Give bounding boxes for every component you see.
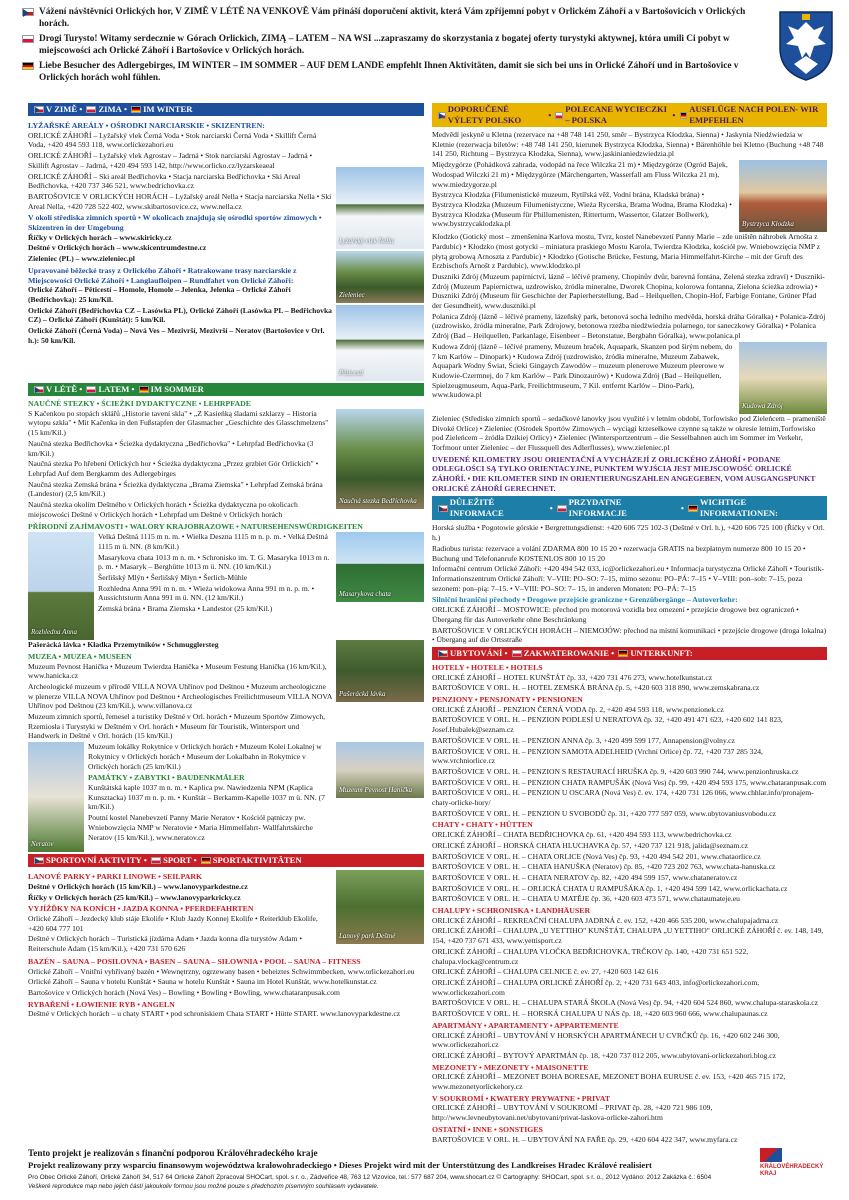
pool-heading: BAZÉN – SAUNA – POSILOVNA • BASEN – SAUNA – SIŁOWNIA • POOL – SAUNA – FITNESS (28, 956, 361, 966)
german-flag-icon (139, 386, 149, 393)
chalet-item: ORLICKÉ ZÁHOŘÍ – CHALUPA ORLICKÉ ZÁHOŘÍ čp. 2, +420 731 643 403, info@orlickezahori.com, www.orlickezahori.com (432, 978, 760, 997)
museum-item: Muzeum lokálky Rokytnice v Orlických horách • Muzeum Kolei Lokalnej w Rokytnicy v Orlických horách • Museum der Lokalbahn in Rokytnice v Orlických horách (25 km/Kil.) (88, 742, 322, 771)
pension-item: BARTOŠOVICE V ORL. H. – PENZION S RESTAURACÍ HRUŠKA čp. 9, +420 603 990 744, www.penzionhruska.cz (432, 766, 799, 776)
apartment-item: ORLICKÉ ZÁHOŘÍ – BYTOVÝ APARTMÁN čp. 18, +420 737 012 205, www.ubytovani-orlickezahori.blog.cz (432, 1050, 776, 1060)
mezonet-heading: MEZONETY • MEZONETY • MAISONETTE (432, 1062, 589, 1072)
pension-item: BARTOŠOVICE V ORL. H. – PENZION U SVOBODŮ čp. 31, +420 777 597 059, www.ubytovaniusvobodu.cz (432, 808, 776, 818)
trip-item: Zieleniec (Středisko zimních sportů – sedačkové lanovky jsou využité i v letním období, Torfowisko pod Zieleńcem – prameniště Divoké Orlice) • Zieleniec (Ośrodek Sportów Zimowych – wyciągi krzesełkowe czynne są także w okresie letnim,Torfowisko pod Zieleńcem – źródła Dzikiej Orlicy) • Zieleniec (Wintersportzentrum – die Sesselbahnen auch im Sommer im Verkehr, Torfmoor unter Zieleniec – der Flussquell des Adlerflusses), www.zieleniec.pl (432, 413, 826, 452)
track-item: Orlické Záhoří (Bedřichovka CZ – Lasówka PL), Orlické Záhoří (Lasówka PL – Bedřichovka CZ) – Orlické Záhoří (Kunštát): 5 km/Kil. (28, 305, 332, 325)
chalet-item: BARTOŠOVICE V ORL. H. – HORSKÁ CHALUPA U NÁS čp. 18, +420 603 960 666, www.chalupaunas.cz (432, 1009, 768, 1019)
trail-item: S Kačenkou po stopách sklářů „Historie tavení skla" • „Z Kasieńką śladami szklarzy – Historia wytopu szkła" • Mit Kačenka in den Fußstapfen der Glasmacher „Geschichte des Glasschmelzens" (15 km/Kil.) (28, 408, 329, 438)
czech-flag-icon (438, 505, 448, 512)
track-item: Orlické Záhoří (Černá Voda) – Nová Ves – Mezivrší, Mezivrší – Neratov (Bartošovice v Orl. h.): 50 km/Kil. (28, 326, 325, 345)
pension-item: ORLICKÉ ZÁHOŘÍ – PENZION ČERNÁ VODA čp. 2, +420 494 593 118, www.penzionek.cz (432, 704, 724, 714)
mezonet-item: ORLICKÉ ZÁHOŘÍ – MEZONET BOHA BORESAE, MEZONET BOHA EURUSE č. ev. 153, +420 465 715 172, www.mezonetyorlickehory.cz (432, 1072, 786, 1092)
nature-item: Pašerácká lávka • Kładka Przemytników • Schmugglersteg (28, 640, 219, 650)
nature-item: Zemská brána • Brama Ziemska • Landestor (25 km/Kil.) (98, 604, 273, 614)
german-flag-icon (680, 112, 688, 119)
chalet-item: ORLICKÉ ZÁHOŘÍ – CHALUPA „U YETTIHO" KUNŠTÁT, CHALUPA „U YETTIHO" ORLICKÉ ZÁHOŘÍ č. ev. 148, 149, 154, +420 737 671 433, www.yettisport.cz (432, 926, 824, 946)
czech-flag-icon (438, 650, 448, 657)
apartments-heading: APARTMÁNY • APARTAMENTY • APPARTEMENTE (432, 1020, 619, 1030)
cottage-item: ORLICKÉ ZÁHOŘÍ – CHATA BEDŘICHOVKA čp. 61, +420 494 593 113, www.bedrichovka.cz (432, 830, 732, 840)
crossing-item: BARTOŠOVICE V ORLICKÝCH HORÁCH – NIEMOJÓW: přechod na místní komunikaci • przejście drogowe (droga lokalna) • Übergang auf die Ortsstraße (432, 625, 827, 645)
photo-peticesti: Pěticestí (336, 305, 424, 381)
left-column (28, 101, 424, 1020)
intro-pl: Drogi Turysto! Witamy serdecznie w Górach Orlickich, ZIMĄ – LATEM – NA WSI ...zapraszamy do skorzystania z bogatej oferty turystyki aktywnej, która umili Ci pobyt w miejscowości ach Orlické Záhoří i Bartošovice v Orlických horách. (22, 33, 752, 57)
ski-center-item: Říčky v Orlických horách – www.skiricky.cz (28, 232, 172, 242)
info-item: Informační centrum Orlické Záhoří: +420 494 542 033, ic@orlickezahori.eu • Informacja turystyczna Orlické Záhoří • Touristik-Informationszentrum Orlické Záhoří: V–VIII: PO–SO: 7–15, mimo sezonu: PO–PÁ: 7–15 • V–VIII: pon–sob: 7–15, poza sezonem: pon–pią: 7–15. • V–VIII: PO–SO: 7– 15, in anderen Monaten: PO–PÁ: 7–15 (432, 564, 824, 593)
footer (0, 1148, 849, 1200)
ski-centers-heading: V okolí střediska zimních sportů • W okolicach znajdują się ośrodki sportów zimowych • Skizentren in der Umgebung (28, 213, 322, 233)
intro-de: Liebe Besucher des Adlergebirges, IM WINTER – IM SOMMER – AUF DEM LANDE empfehlt Ihnen Aktivitäten, damit sie sich bei uns in Orlické Záhoří und in Bartošovice v Orlických horách wohl fühlen. (22, 60, 752, 84)
trip-item: Duszniki Zdrój (Muzeum papírnictví, lázně – léčivé prameny, Chopinův dvůr, barevná fontána, Zelená stezka zdraví) • Duszniki-Zdrój (Muzeum Papiernictwa, uzdrowisko, źródła mineralne, Dworek Chopina, kolorowa fontanna, Zielona ścieżka zdrowia) • Duszniki Zdrój (Museum für Geschichte der Papierherstellung, Bad – Heilquellen, Chopin-Hof, Farbige Fontane, Grüner Pfad der Gesundheit), www.duszniki.pl (432, 271, 825, 311)
german-flag-icon (688, 505, 698, 512)
ski-item: BARTOŠOVICE V ORLICKÝCH HORÁCH – Lyžařský areál Nella • Stacja narciarska Nella • Ski Areal Nella, +420 728 522 402, www.skibartosovice.cz, www.nella.cz (28, 191, 332, 211)
trails-heading: NAUČNÉ STEZKY • ŚCIEŻKI DYDAKTYCZNE • LEHRPFADE (28, 399, 251, 408)
ski-item: ORLICKÉ ZÁHOŘÍ – Lyžařský vlek Agrostav – Jadrná • Stok narciarski Agrostav – Jadrná • Skillift Agrostav – Jadrná, +420 494 593 142, http://www.orlicko.cz/lyzarskeaeal (28, 151, 313, 170)
track-item: Orlické Záhoří – Pěticestí – Homole, Homole – Jelenka, Jelenka – Orlické Záhoří (Bedřichovka): 25 km/Kil. (28, 285, 291, 304)
summer-header: V LÉTĚ • LATEM • IM SOMMER (28, 383, 424, 396)
right-column (432, 101, 827, 1145)
czech-flag-icon (34, 857, 44, 864)
polish-flag-icon (22, 35, 34, 43)
border-crossing-heading: Silniční hraniční přechody • Drogowe przejście graniczne • Grenzübergänge – Autoverkehr: (432, 595, 738, 605)
region-logo: KRÁLOVÉHRADECKÝ KRAJ (760, 1148, 830, 1188)
info-item: Horská služba • Pogotowie górskie • Bergrettungsdienst: +420 606 725 102-3 (Deštné v Orl. h.), +420 606 725 100 (Říčky v Orl. h.) (432, 523, 825, 543)
horse-item: Orlické Záhoří – Jezdecký klub stáje Ekolife • Klub Jazdy Konnej Ekolife • Reiterklub Ekolife, +420 604 777 101 (28, 913, 318, 933)
pension-item: BARTOŠOVICE V ORL. H. – PENZION ANNA čp. 3, +420 499 599 177, Annapension@volny.cz (432, 735, 735, 745)
photo-lanovy-park: Lanový park Deštné (336, 870, 424, 944)
intro (22, 6, 752, 87)
cottage-item: BARTOŠOVICE V ORL. H. – CHATA HANUŠKA (Neratov) čp. 85, +420 723 202 763, www.chata-hanuska.cz (432, 862, 776, 872)
sight-item: Poutní kostel Nanebevzetí Panny Marie Neratov • Kościół pątniczy pw. Wniebowzięcia NMP w Neratovie • Maria Himmelfahrt- Wallfahrtskirche Neratov (15 km/Kil.), www.neratov.cz (88, 813, 313, 842)
cottage-item: BARTOŠOVICE V ORL. H. – CHATA U MATĚJE čp. 36, +420 603 473 571, www.chataumateje.eu (432, 894, 740, 904)
trip-item: Międzygórze (Pohádková zahrada, vodopád na řece Wilczka 21 m) • Międzygórze (Ogród Bajek, Wodospad Wilczki 21 m) • Międzygórze (Märchengarten, Wasserfall am Fluss Wilczka 21 m), www.miedzygorze.pl (432, 160, 728, 189)
trip-item: Kudowa Zdrój (lázně – léčivé prameny, Muzeum hraček, Aquapark, Skanzen pod širým nebem, do 7 km Karlów – Dinopark) • Kudowa Zdrój (uzdrowisko, źródła mineralne, Muzeum Zabawek, Aquapark Wodny Świat, Ścieki Gingaych Zawodów – muzeum plenerowe Muzeum pleerowe w Kudowie-Czermnej, do 7 km Karlów – Park Dinozaurów) • Kudowa Zdrój (Bad – Heilquellen, Spielzeugmuseum, Aqua-Park, Freilichtmuseum, 7 Kil. entfernt Karlów – Dino-Park), www.kudowa.pl (432, 341, 733, 400)
horse-riding-heading: VYJÍŽĎKY NA KONÍCH • JAZDA KONNA • PFERDEFAHRTEN (28, 904, 254, 914)
apartment-item: ORLICKÉ ZÁHOŘÍ – UBYTOVÁNÍ V HORSKÝCH APARTMÁNECH U CVRČKŮ čp. 16, +420 602 246 300, www.orlickezahori.cz (432, 1030, 780, 1050)
ski-center-item: Zieleniec (PL) – www.zieleniec.pl (28, 254, 135, 264)
trail-item: Naučná stezka okolím Deštného v Orlických horách • Ścieżka dydaktyczna po okolicach miejscowości Deštné v Orlických horách • Lehrpfad um Deštné v Orlických horách (28, 500, 298, 519)
trail-item: Naučná stezka Bedřichovka • Ścieżka dydaktyczna „Bedřichovka" • Lehrpfad Bedřichovka (3 km/Kil.) (28, 438, 314, 458)
photo-pevnost-hanicka: Muzeum Pevnost Hanička (336, 742, 424, 798)
photo-neratov: Neratov (28, 742, 84, 852)
rope-item: Deštné v Orlických horách (15 km/Kil.) – www.lanovyparkdestne.cz (28, 881, 248, 891)
trail-item: Naučná stezka Po hřebeni Orlických hor • Ścieżka dydaktyczna „Przez grzbiet Gór Orlickich" • Lehrpfad Auf dem Bergkamm des Adlergebirges (28, 459, 319, 478)
sight-item: Kunštátská kaple 1037 m n. m. • Kaplica pw. Nawiedzenia NPM (Kaplica Kunsztacka) 1037 m n. p. m. • Kunštát – Berkamm-Kapelle 1037 m ü. NN. (7 km/Kil.) (88, 782, 325, 812)
german-flag-icon (201, 857, 211, 864)
sights-heading: PAMÁTKY • ZABYTKI • BAUDENKMÄLER (88, 773, 245, 783)
trip-item: Medvědí jeskyně u Kletna (rezervace na +48 748 141 250, směr – Bystrzyca Kłodzka, Sienna) • Jaskynia Niedźwiedzia w Kletnie (rezerwacja biletów: +48 748 141 250, kierunek Bystrzyca Kłodzka, Sienna) • Bärenhöhle bei Kletno (Buchung +48 748 141 250, Richtung – Bystrzyca Kłodzka, Sienna), www.jaskinianiedzwiedzia.pl (432, 130, 824, 159)
cottage-item: BARTOŠOVICE V ORL. H. – CHATA ORLICE (Nová Ves) čp. 93, +420 494 542 201, www.chataorlice.cz (432, 851, 761, 861)
pool-item: Orlické Záhoří – Sauna v hotelu Kunštát • Sauna w hotelu Kunštát • Sauna im Hotel Kunštát, www.hotelkunstat.cz (28, 977, 377, 987)
polish-flag-icon (86, 386, 96, 393)
museum-item: Muzeum zimních sportů, řemesel a turistiky Deštné v Orl. horách • Muzeum Sportów Zimowych, Rzemiosła i Turystyki w Deštném v Orl. horách • Museum für Touristik, Wintersport und Handwerk in Deštné v Orl. horách (15 km/Kil.) (28, 712, 326, 741)
chalet-item: BARTOŠOVICE V ORL. H. – CHALUPA STARÁ ŠKOLA (Nová Ves) čp. 94, +420 604 524 860, www.chalupa-staraskola.cz (432, 998, 818, 1008)
rope-item: Říčky v Orlických horách (25 km/Kil.) – www.lanovyparkricky.cz (28, 892, 241, 902)
pool-item: Orlické Záhoří – Vnitřní vyhřívaný bazén • Wewnętrzny, ogrzewany basen • beheiztes Schwimmbecken, www.orlickezahori.eu (28, 966, 415, 976)
trips-header: DOPORUČENÉ VÝLETY POLSKO • POLECANE WYCIECZKI – POLSKA • AUSFLÜGE NACH POLEN- WIR EMPFEHLEN (432, 103, 827, 127)
german-flag-icon (618, 650, 628, 657)
rope-park-heading: LANOVÉ PARKY • PARKI LINOWE • SEILPARK (28, 872, 203, 882)
info-header: DŮLEŽITÉ INFORMACE • PRZYDATNE INFORMACJE • WICHTIGE INFORMATIONEN: (432, 496, 827, 520)
ski-item: ORLICKÉ ZÁHOŘÍ – Lyžařský vlek Černá Voda • Stok narciarski Černá Voda • Skillift Černá Voda, +420 494 593 118, www.orlickezahori.eu (28, 130, 317, 150)
pension-item: BARTOŠOVICE V ORL. H. – PENZION SAMOTA ADELHEID (Vrchní Orlice) čp. 72, +420 737 285 324, www.vrchniorlice.cz (432, 746, 763, 766)
cottage-item: BARTOŠOVICE V ORL. H. – ORLICKÁ CHATA U RAMPUŠÁKA čp. 1, +420 494 599 142, www.orlickachata.cz (432, 883, 788, 893)
footer-line-2: Projekt realizowany przy wsparciu finansowym województwa kralowohradeckiego • Dieses Projekt wird mit der Unterstützung des Landkreises Hradec Králové realisiert (28, 1160, 652, 1170)
trip-item: Kłodzko (Gotický most – zmenšenina Karlova mostu, Tvrz, kostel Nanebevzetí Panny Marie – zde uništěn náhrobek Arnošta z Pardubic) • Kłodzko (most gotycki – miniatura praskiego Mostu Karola, Twierdza Kłodzka, kościół pw. Wniebowzięcia NMP z płytą grobową Arnoszta z Pardubic) • Kłodzko (Gotische Brücke, Festung, Maria Himmelfahrt-Kirche – mit der Gruft des Erzbischofs Arnošt z Pardubic), www.klodzko.pl (432, 232, 821, 271)
museums-heading: MUZEA • MUZEA • MUSEEN (28, 651, 132, 661)
photo-bedrichovka-trail: Naučná stezka Bedřichovka (336, 409, 424, 509)
trip-item: Polanica Zdrój (lázně – léčivé prameny, lázeňský park, betonová socha ledního medvěda, horská dráha Górałka) • Polanica-Zdrój (uzdrowisko, źródła mineralne, Park Zdrojowy, betonowa rzeźba niedźwiedzia polarnego, tor saneczkowy Góralka) • Polanica Zdrój (Bad – Heilquellen, Parkanlage, Eisenbeer – Betonstatue, Bergbahn Góralka), www.polanica.pl (432, 311, 826, 341)
nature-item: Masarykova chata 1013 m n. m. • Schronisko im. T. G. Masaryka 1013 m n. p. m. • Masaryk – Berghütte 1013 m ü. NN. (10 km/Kil.) (98, 552, 330, 572)
winter-block (28, 119, 424, 381)
hotel-item: BARTOŠOVICE V ORL. H. – HOTEL ZEMSKÁ BRÁNA čp. 5, +420 603 318 890, www.zemskabrana.cz (432, 683, 760, 693)
other-item: BARTOŠOVICE V ORL. H. – UBYTOVÁNÍ NA FAŘE čp. 29, +420 604 422 347, www.myfara.cz (432, 1134, 738, 1144)
german-flag-icon (22, 62, 34, 70)
sport-header: SPORTOVNÍ AKTIVITY • SPORT • SPORTAKTIVITÄTEN (28, 854, 424, 867)
ski-center-item: Deštné v Orlických horách – www.skicentrumdestne.cz (28, 243, 207, 253)
trip-item: Bystrzyca Kłodzka (Filumenistické muzeum, Rytířská věž, Vodní brána, Kladská brána) • Bystrzyca Kłodzka (Muzeum Filumenistyczne, Wieża Rycerska, Brama Wodna, Brama Kłodzka) • Bystrzyca Kłodzka (Museum für Phillumenisten, Ritterturm, Wassertor, Glatzer Bollwerk), www.bystrzycaklodzka.pl (432, 190, 732, 229)
pension-item: BARTOŠOVICE V ORL. H. – PENZION U OSCARA (Nová Ves) č. ev. 174, +420 731 126 066, www.chhlar.info/pronajem-chaty-orlicke-hory/ (432, 788, 814, 808)
trail-item: Naučná stezka Zemská brána • Ścieżka dydaktyczna „Brama Ziemska" • Lehrpfad Zemská brána (Landestor) (2,5 km/Kil.) (28, 479, 323, 499)
horse-item: Deštné v Orlických horách – Turistická jízdárna Adam • Jazda konna dla turystów Adam • Reiterschule Adam (15 km/Kil.), +420 731 570 626 (28, 934, 302, 954)
chalet-item: ORLICKÉ ZÁHOŘÍ – CHALUPA CELNICE č. ev. 27, +420 603 142 616 (432, 967, 659, 977)
czech-flag-icon (438, 112, 446, 119)
chalet-item: ORLICKÉ ZÁHOŘÍ – CHALUPA VLOČKA BEDŘICHOVKA, TRČKOV čp. 140, +420 731 651 522, chalupa.vlocka@centrum.cz (432, 946, 749, 966)
footer-line-4: Veškeré reprodukce map nebo jejich částí jakoukoliv formou jsou možné pouze s předchozím písemným souhlasem vydavatele. (28, 1183, 379, 1190)
cottage-item: ORLICKÉ ZÁHOŘÍ – HORSKÁ CHATA HLUCHAVKA čp. 57, +420 737 121 918, jalida@seznam.cz (432, 840, 748, 850)
czech-flag-icon (34, 386, 44, 393)
polish-flag-icon (557, 505, 567, 512)
winter-header: V ZIMĚ • ZIMA • IM WINTER (28, 103, 424, 116)
photo-nella: Lyžařský vlek Nella (336, 167, 424, 249)
photo-rozhledna-anna: Rozhledna Anna (28, 532, 94, 640)
polish-flag-icon (86, 106, 96, 113)
photo-masarykova-chata: Masarykova chata (336, 532, 424, 602)
private-heading: V SOUKROMÍ • KWATERY PRYWATNE • PRIVAT (432, 1093, 611, 1103)
pensions-heading: PENZIONY • PENSJONATY • PENSIONEN (432, 695, 583, 705)
other-heading: OSTATNÍ • INNE • SONSTIGES (432, 1124, 543, 1134)
region-logo-icon (760, 1148, 782, 1162)
ski-item: ORLICKÉ ZÁHOŘÍ – Ski areál Bedřichovka • Stacja narciarska Bedřichovka • Ski Areal Bedřichovka, +420 737 346 521, www.bedrichovka.cz (28, 171, 301, 191)
cottages-heading: CHATY • CHATY • HÜTTEN (432, 820, 533, 830)
czech-flag-icon (34, 106, 44, 113)
distance-note: UVEDENÉ KILOMETRY JSOU ORIENTAČNÍ A VYCHÁZEJÍ Z ORLICKÉHO ZÁHOŘÍ • PODANE ODLEGŁOŚCI SĄ TYLKO ORIENTACYJNE, PUNKTEM WYJŚCIA JEST MIEJSCOWOŚĆ ORLICKÉ ZÁHOŘÍ. • DIE KILOMETER SIND IN ORIENTIERUNGSZAHLEN ANGEGEBEN, VOM AUSGANGSPUNKT ORLICKÉ ZÁHOŘÍ GERECHNET. (432, 454, 816, 493)
chalet-item: ORLICKÉ ZÁHOŘÍ – REKREAČNÍ CHALUPA JADRNÁ č. ev. 152, +420 466 535 200, www.chalupajadrna.cz (432, 915, 779, 925)
chalets-heading: CHALUPY • SCHRONISKA • LANDHÄUSER (432, 906, 591, 916)
german-flag-icon (131, 106, 141, 113)
pension-item: BARTOŠOVICE V ORL. H. – PENZION PODLESÍ U NERATOVA čp. 32, +420 491 471 623, +420 602 141 823, Josef.Hubalek@seznam.cz (432, 715, 783, 735)
photo-zieleniec: Zieleniec (336, 251, 424, 303)
photo-kudowa: Kudowa Zdrój (739, 342, 827, 414)
footer-line-1: Tento projekt je realizován s finanční podporou Královéhradeckého kraje (28, 1148, 318, 1158)
photo-paseracka-lavka: Pašerácká lávka (336, 640, 424, 702)
nature-item: Šerlišský Mlýn • Šerlišský Młyn • Šerlich-Mühle (98, 572, 248, 582)
footer-line-3: Pro Obec Orlické Záhoří, Orlické Záhoří 34, 517 64 Orlické Záhoří Zpracoval SHOCart, spol. s r. o., Zádveřice 48, 763 12 Vizovice, tel.: 577 687 204, www.shocart.cz © Cartography: SHOCart, spol. s r. o., 2012 Vydáno: 2012 Zakázka č.: 6504 (28, 1174, 712, 1181)
fishing-heading: RYBAŘENÍ • ŁOWIENIE RYB • ANGELN (28, 999, 175, 1009)
intro-cz: Vážení návštěvníci Orlických hor, V ZIMĚ V LÉTĚ NA VENKOVĚ Vám přináší doporučení aktivit, která Vám zpříjemní pobyt v Orlickém Záhoří a v Bartošovicích v Orlických horách. (22, 6, 752, 30)
info-item: Radiobus turista: rezervace a volání ZDARMA 800 10 15 20 • rezerwacja GRATIS na bezpłatnym numerze 800 10 15 20 • Buchung und Telefonanrufe KOSTENLOS 800 10 15 20 (432, 543, 806, 563)
museum-item: Muzeum Pevnost Hanička • Muzeum Twierdza Hanička • Museum Festung Hanička (16 km/Kil.), www.hanicka.cz (28, 661, 327, 681)
museum-item: Archeologické muzeum v přírodě VILLA NOVA Uhřínov pod Deštnou • Muzeum archeologiczne w plenerze VILLA NOVA Uhřínov pod Deštnou • Archeologisches Freilichtmuseum VILLA NOVA Uhřínov pod Deštnou (23 km/Kil.), www.villanova.cz (28, 681, 332, 711)
polish-flag-icon (151, 857, 161, 864)
ski-areas-heading: LYŽAŘSKÉ AREÁLY • OŚRODKI NARCIARSKIE • SKIZENTREN: (28, 121, 265, 130)
crossing-item: ORLICKÉ ZÁHOŘÍ – MOSTOWICE: přechod pro motorová vozidla bez omezení • przejście drogowe bez ograniczeń • Übergang für das Autoverkehr ohne Beschränkung (432, 605, 799, 624)
coat-of-arms-icon (776, 8, 836, 82)
pension-item: BARTOŠOVICE V ORL. H. – PENZION CHATA RAMPUŠÁK (Nová Ves) čp. 99, +420 494 593 175, www.chataranpusak.com (432, 777, 827, 787)
private-item: ORLICKÉ ZÁHOŘÍ – UBYTOVÁNÍ V SOUKROMÍ – PRIVAT čp. 28, +420 721 986 109, http://www.levneubytovani.net/ubytovani/privat-laskova-orlicke-zahori.htm (432, 1103, 713, 1123)
nature-item: Velká Deštná 1115 m n. m. • Wielka Deszna 1115 m n. p. m. • Velká Deštná 1115 m ü. NN. (8 km/Kil.) (98, 532, 328, 551)
polish-flag-icon (555, 112, 563, 119)
polish-flag-icon (512, 650, 522, 657)
accommodation-header: UBYTOVÁNÍ • ZAKWATEROWANIE • UNTERKUNFT: (432, 647, 827, 660)
hotels-heading: HOTELY • HOTELE • HOTELS (432, 662, 543, 672)
photo-bystrzyca: Bystrzyca Kłodzka (739, 160, 827, 232)
hotel-item: ORLICKÉ ZÁHOŘÍ – HOTEL KUNŠTÁT čp. 33, +420 731 476 273, www.hotelkunstat.cz (432, 672, 713, 682)
pool-item: Bartošovice v Orlických horách (Nová Ves) – Bowling • Bowling • Bowling, www.chataranpusak.com (28, 987, 340, 997)
nature-item: Rozhledna Anna 991 m n. m. • Wieża widokowa Anna 991 m n. p. m. • Aussichtsturm Anna 991 m ü. NN. (12 km/Kil.) (98, 583, 315, 603)
cottage-item: BARTOŠOVICE V ORL. H. – CHATA NERATOV čp. 82, +420 494 599 157, www.chataneratov.cz (432, 872, 738, 882)
nature-heading: PŘÍRODNÍ ZAJÍMAVOSTI • WALORY KRAJOBRAZOWE • NATURSEHENSWÜRDIGKEITEN (28, 522, 363, 532)
cross-country-heading: Upravované běžecké trasy z Orlického Záhoří • Ratrakowane trasy narciarskie z Miejscowości Orlické Záhoří • Langlaufloipen – Rundfahrt von Orlické Záhoří: (28, 265, 297, 285)
fishing-item: Deštné v Orlických horách – u chaty START • pod schroniskiem Chata START • Hütte START. www.lanovyparkdestne.cz (28, 1009, 401, 1019)
czech-flag-icon (22, 8, 34, 16)
